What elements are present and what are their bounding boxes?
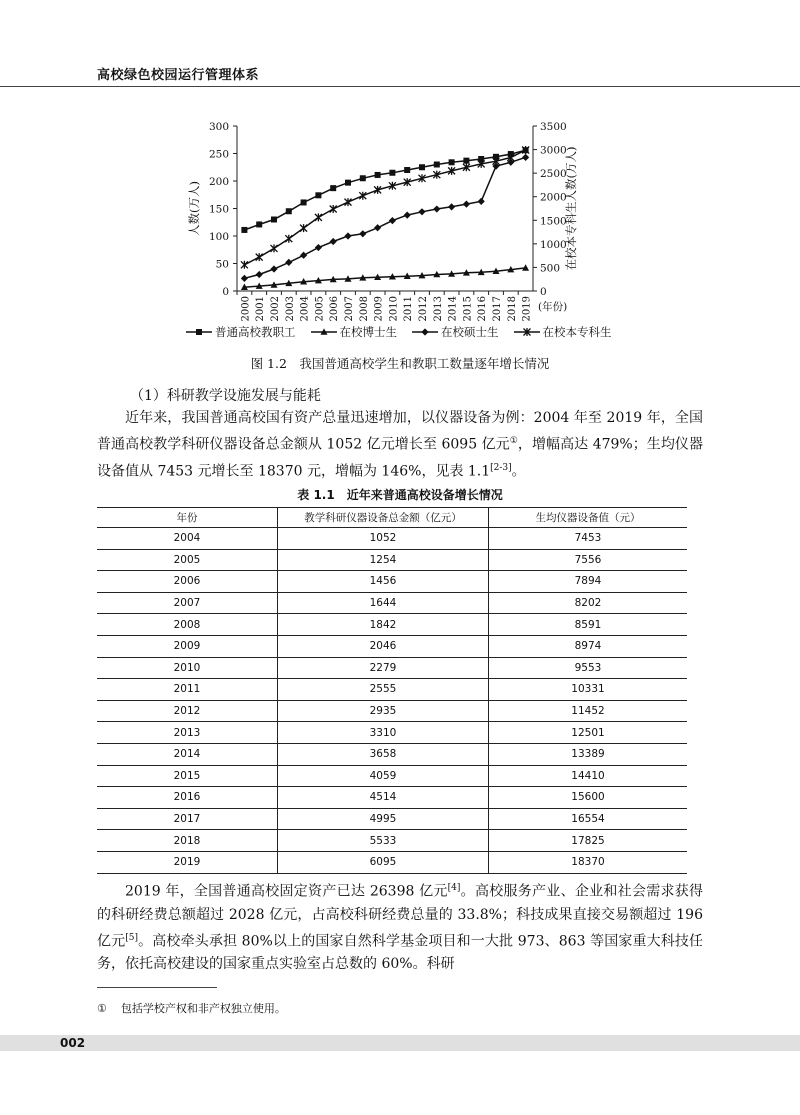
cell-year: 2009: [97, 635, 278, 657]
legend-swatch-star: [513, 327, 541, 337]
legend-swatch-square: [185, 327, 213, 337]
x-tick-label: 2002: [270, 296, 281, 322]
cell-total-value: 2046: [278, 635, 489, 657]
cell-total-value: 2555: [278, 679, 489, 701]
header-total-value: 教学科研仪器设备总金额（亿元）: [278, 508, 489, 528]
header-per-student-value: 生均仪器设备值（元）: [489, 508, 688, 528]
table-body: [97, 528, 687, 874]
cell-total-value: 1052: [278, 528, 489, 550]
citation-ref-4: [4]: [447, 883, 461, 893]
cell-per-student-value: 10331: [489, 679, 688, 701]
series-3-point: [478, 198, 485, 205]
cell-per-student-value: 12501: [489, 722, 688, 744]
series-3-point: [404, 212, 411, 219]
right-tick-label: 1500: [540, 215, 567, 228]
cell-total-value: 1254: [278, 549, 489, 571]
legend-item: [185, 324, 296, 340]
series-1-point: [271, 217, 277, 223]
series-3-point: [300, 252, 307, 259]
right-tick-label: 0: [540, 286, 547, 298]
series-1-point: [419, 164, 425, 170]
header-rule: [0, 86, 800, 87]
cell-per-student-value: 8974: [489, 635, 688, 657]
x-tick-label: 2013: [432, 296, 444, 322]
left-tick-label: 150: [208, 203, 229, 216]
page-number: 002: [60, 1036, 86, 1050]
cell-year: 2007: [97, 592, 278, 614]
table-row: [97, 722, 687, 744]
cell-per-student-value: 14410: [489, 765, 688, 787]
series-3-point: [270, 265, 277, 272]
right-axis-label: 在校本专科生人数(万人): [564, 146, 578, 271]
table-row: [97, 614, 687, 636]
x-axis-label: (年份): [538, 301, 568, 313]
series-1-point: [256, 221, 262, 227]
series-3-point: [389, 217, 396, 224]
right-tick-label: 3500: [540, 121, 567, 133]
cell-total-value: 2279: [278, 657, 489, 679]
legend-swatch-diamond: [411, 327, 439, 337]
series-4-point: [330, 205, 337, 213]
left-tick-label: 0: [222, 286, 229, 298]
legend-label: 在校硕士生: [441, 325, 499, 339]
cell-total-value: 1842: [278, 614, 489, 636]
series-1-point: [389, 170, 395, 176]
paragraph-2-text-3: 。高校牵头承担 80%以上的国家自然科学基金项目和一大批 973、863 等国家重大科技任务，依托高校建设的国家重点实验室占总数的 60%。科研: [97, 933, 704, 973]
series-1-point: [375, 172, 381, 178]
cell-year: 2011: [97, 679, 278, 701]
cell-total-value: 6095: [278, 851, 489, 873]
x-tick-label: 2006: [329, 296, 341, 322]
series-1-point: [404, 167, 410, 173]
series-4-point: [241, 261, 248, 269]
footnote-ref: ①: [509, 436, 518, 446]
footnote-mark: ①: [97, 1002, 107, 1015]
series-1-point: [241, 227, 247, 233]
paragraph-1-text: 近年来，我国普通高校国有资产总量迅速增加，以仪器设备为例：2004 年至 2019 年，全国普通高校教学科研仪器设备总金额从 1052 亿元增长至 6095 亿元: [97, 410, 703, 453]
table-row: [97, 787, 687, 809]
cell-year: 2008: [97, 614, 278, 636]
footnote-text: 包括学校产权和非产权独立使用。: [120, 1002, 286, 1015]
table-row: [97, 700, 687, 722]
series-3-point: [522, 154, 529, 161]
table-row: [97, 765, 687, 787]
cell-total-value: 3310: [278, 722, 489, 744]
cell-year: 2005: [97, 549, 278, 571]
left-tick-label: 50: [215, 258, 229, 271]
right-tick-label: 3000: [540, 144, 567, 157]
cell-per-student-value: 8202: [489, 592, 688, 614]
x-tick-label: 2003: [284, 296, 296, 322]
table-row: [97, 830, 687, 852]
x-tick-label: 2012: [418, 296, 429, 322]
series-3-point: [330, 238, 337, 245]
paragraph-2-text-2: 。高校服务产业、企业和社会需求获得的科研经费总额超过 2028 亿元，占高校科研经费总量的 33.8%；科技成果直接交易额超过 196 亿元: [97, 883, 704, 950]
cell-per-student-value: 13389: [489, 743, 688, 765]
paragraph-1-text-3: 。: [511, 463, 526, 480]
series-3-point: [433, 205, 440, 212]
series-3-point: [241, 275, 248, 282]
table-row: [97, 743, 687, 765]
series-1-point: [360, 175, 366, 181]
left-tick-label: 250: [208, 148, 229, 161]
legend-item: [310, 324, 398, 340]
series-4-point: [256, 253, 263, 261]
series-4-point: [300, 224, 307, 232]
right-tick-label: 2000: [540, 191, 567, 204]
x-tick-label: 2007: [344, 296, 355, 322]
legend-swatch-triangle: [310, 327, 338, 337]
paragraph-2: [97, 877, 703, 976]
left-tick-label: 200: [208, 176, 229, 188]
series-3-point: [418, 208, 425, 215]
left-axis-label: 人数(万人): [187, 181, 201, 236]
cell-year: 2013: [97, 722, 278, 744]
table-row: [97, 679, 687, 701]
x-tick-label: 2017: [492, 296, 503, 322]
x-tick-label: 2009: [373, 296, 385, 322]
cell-year: 2016: [97, 787, 278, 809]
cell-per-student-value: 9553: [489, 657, 688, 679]
table-row: [97, 851, 687, 873]
legend-label: 在校博士生: [339, 325, 397, 339]
series-3-point: [256, 271, 263, 278]
series-3-point: [344, 232, 351, 239]
series-4-point: [359, 192, 366, 200]
series-4-point: [285, 235, 292, 243]
table-row: [97, 528, 687, 550]
cell-year: 2006: [97, 571, 278, 593]
section-title: （1）科研教学设施发展与能耗: [130, 388, 321, 404]
left-tick-label: 100: [208, 231, 229, 243]
citation-ref-5: [5]: [125, 932, 139, 943]
right-tick-label: 2500: [540, 168, 567, 181]
table-row: [97, 592, 687, 614]
table-row: [97, 657, 687, 679]
series-1-point: [434, 162, 440, 168]
cell-year: 2004: [97, 528, 278, 550]
x-tick-label: 2018: [506, 296, 518, 322]
legend-label: 普通高校教职工: [215, 325, 296, 339]
right-tick-label: 1000: [540, 238, 567, 251]
series-1-point: [449, 159, 455, 165]
x-tick-label: 2010: [388, 296, 400, 322]
cell-per-student-value: 7453: [489, 528, 688, 550]
left-tick-label: 300: [208, 121, 229, 133]
x-tick-label: 2014: [447, 296, 459, 322]
cell-total-value: 4514: [278, 787, 489, 809]
series-3-point: [374, 224, 381, 231]
table-row: [97, 571, 687, 593]
cell-year: 2014: [97, 743, 278, 765]
x-tick-label: 2016: [477, 296, 489, 322]
series-1-point: [315, 192, 321, 198]
series-line-3: [244, 157, 525, 278]
table-header-row: [97, 508, 687, 528]
cell-year: 2012: [97, 700, 278, 722]
cell-total-value: 4059: [278, 765, 489, 787]
cell-year: 2010: [97, 657, 278, 679]
footnote-rule: [97, 987, 217, 988]
table-row: [97, 549, 687, 571]
cell-per-student-value: 16554: [489, 808, 688, 830]
table-caption: 表 1.1 近年来普通高校设备增长情况: [297, 488, 503, 502]
paragraph-2-text-1: 2019 年，全国普通高校固定资产已达 26398 亿元: [125, 883, 448, 900]
series-3-point: [463, 201, 470, 208]
x-tick-label: 2011: [403, 296, 415, 322]
legend-item: [513, 324, 612, 340]
series-1-point: [330, 185, 336, 191]
cell-year: 2015: [97, 765, 278, 787]
cell-total-value: 1644: [278, 592, 489, 614]
citation-ref: [2-3]: [490, 462, 512, 473]
cell-total-value: 4995: [278, 808, 489, 830]
x-tick-label: 2000: [240, 296, 252, 322]
series-1-point: [301, 199, 307, 205]
cell-per-student-value: 11452: [489, 700, 688, 722]
series-3-point: [315, 244, 322, 251]
cell-per-student-value: 7556: [489, 549, 688, 571]
cell-year: 2017: [97, 808, 278, 830]
cell-total-value: 2935: [278, 700, 489, 722]
series-3-point: [359, 230, 366, 237]
series-1-point: [286, 208, 292, 214]
x-tick-label: 2015: [462, 296, 474, 322]
series-4-point: [271, 244, 278, 252]
table-row: [97, 635, 687, 657]
series-line-4: [244, 150, 525, 265]
cell-year: 2018: [97, 830, 278, 852]
cell-per-student-value: 8591: [489, 614, 688, 636]
figure-caption: 图 1.2 我国普通高校学生和教职工数量逐年增长情况: [250, 356, 550, 371]
cell-per-student-value: 15600: [489, 787, 688, 809]
series-4-point: [315, 213, 322, 221]
x-tick-label: 2008: [358, 296, 370, 322]
series-3-point: [285, 259, 292, 266]
legend-item: [411, 324, 499, 340]
cell-total-value: 3658: [278, 743, 489, 765]
chart-legend: [185, 324, 625, 340]
cell-per-student-value: 7894: [489, 571, 688, 593]
paragraph-1-text-2: ，增幅高达 479%；生均仪器设备值从 7453 元增长至 18370 元，增幅为 146%，见表 1.1: [97, 436, 703, 480]
x-tick-label: 2004: [299, 296, 311, 322]
cell-per-student-value: 17825: [489, 830, 688, 852]
right-tick-label: 500: [540, 262, 561, 275]
legend-label: 在校本专科生: [542, 325, 612, 339]
footer-bar: [0, 1035, 800, 1051]
cell-per-student-value: 18370: [489, 851, 688, 873]
footnote: [97, 1000, 286, 1016]
series-1-point: [345, 180, 351, 186]
x-tick-label: 2005: [314, 296, 326, 322]
x-tick-label: 2019: [521, 296, 533, 322]
series-3-point: [448, 203, 455, 210]
running-header: 高校绿色校园运行管理体系: [97, 68, 260, 83]
series-1-point: [463, 158, 469, 164]
cell-total-value: 5533: [278, 830, 489, 852]
paragraph-1: [97, 407, 703, 483]
series-4-point: [345, 198, 352, 206]
cell-total-value: 1456: [278, 571, 489, 593]
equipment-table: [97, 507, 687, 874]
cell-year: 2019: [97, 851, 278, 873]
header-year: 年份: [97, 508, 278, 528]
table-row: [97, 808, 687, 830]
x-tick-label: 2001: [255, 296, 267, 322]
